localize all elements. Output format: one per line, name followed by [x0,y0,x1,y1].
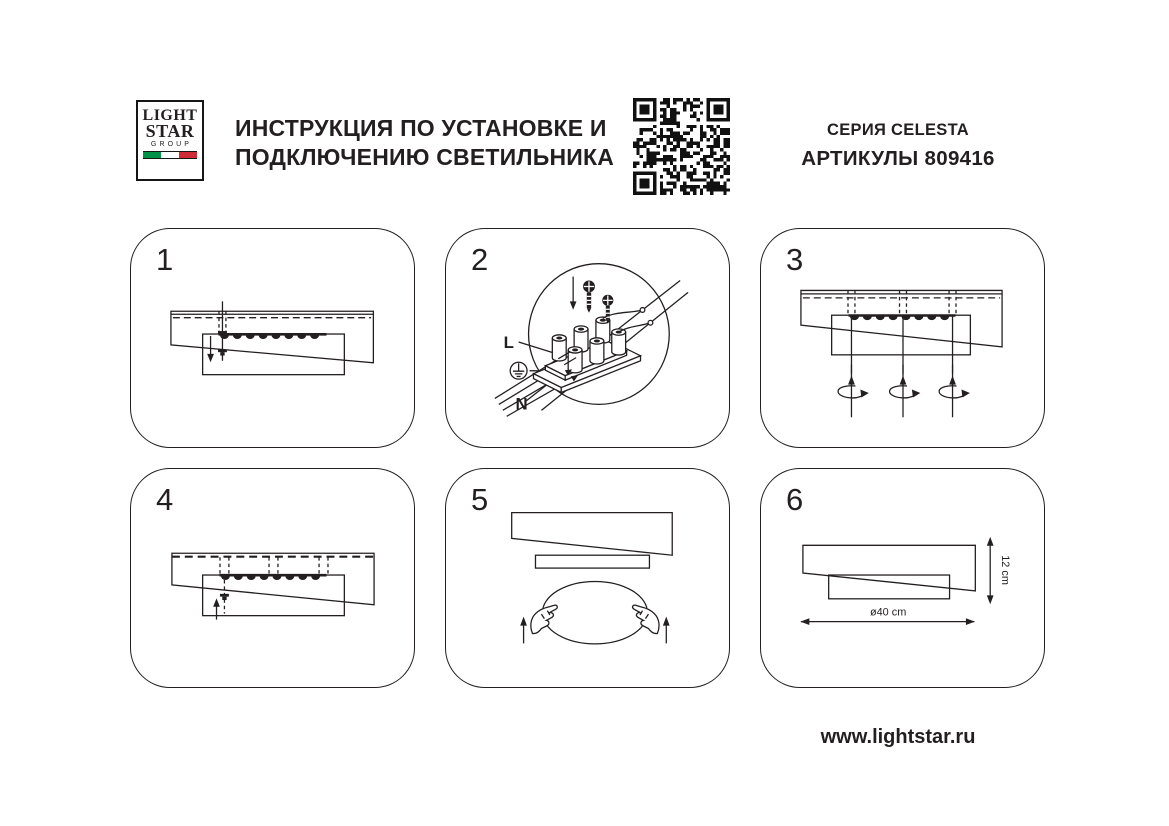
step-6-number: 6 [786,482,804,517]
flag-green-stripe [143,152,161,158]
flag-white-stripe [161,152,179,158]
step-5-illustration [446,469,729,687]
step-4-card [130,468,415,688]
step-5-number: 5 [471,482,489,517]
step-2-number: 2 [471,242,489,277]
flag-red-stripe [179,152,197,158]
logo-word-group: GROUP [150,141,193,148]
lightstar-logo [136,100,204,181]
diameter-label: ø40 cm [869,606,907,619]
series-name: СЕРИЯ CELESTA [827,121,969,139]
hand-left [531,605,557,633]
logo-word-star: STAR [145,121,195,141]
logo-word-light: LIGHT [142,107,198,124]
led-strip [848,316,955,321]
diffuser-ring [542,581,647,643]
step-1-illustration [131,229,414,447]
step-4-number: 4 [156,482,174,517]
step-6-card [760,468,1045,688]
mounting-screw [218,301,227,360]
qr-code [633,98,730,195]
step-2-card [445,228,730,448]
step-6-illustration [761,469,1044,687]
wire-label-neutral: N [515,394,528,414]
fixture-base [535,555,649,568]
step-3-illustration [761,229,1044,447]
led-strip [218,334,326,339]
step-1-number: 1 [156,242,174,277]
screw-guides [220,557,328,574]
article-number: АРТИКУЛЫ 809416 [801,147,995,170]
series-block [795,121,1001,171]
title-line-2: ПОДКЛЮЧЕНИЮ СВЕТИЛЬНИКА [235,143,615,170]
italian-flag [143,151,197,159]
page-title [235,114,625,171]
step-1-card [130,228,415,448]
hand-right [633,605,659,633]
screw-rotation-2 [890,316,921,417]
earth-symbol [510,362,527,379]
shade [512,513,673,556]
decorative-screw [220,580,229,614]
wire-label-live: L [503,332,514,352]
step-5-card [445,468,730,688]
website-url: www.lightstar.ru [820,726,976,748]
fixture-base [832,315,971,355]
led-strip [219,575,326,580]
diameter-dimension [800,607,974,625]
insert-arrow [570,277,577,310]
height-label: 12 cm [999,555,1012,585]
step-3-number: 3 [786,242,804,277]
up-arrow [213,598,220,619]
step-2-illustration [446,229,729,447]
screw-rotation-3 [939,316,970,417]
step-3-card [760,228,1045,448]
title-line-1: ИНСТРУКЦИЯ ПО УСТАНОВКЕ И [235,115,607,141]
height-dimension [987,537,1011,604]
step-4-illustration [131,469,414,687]
